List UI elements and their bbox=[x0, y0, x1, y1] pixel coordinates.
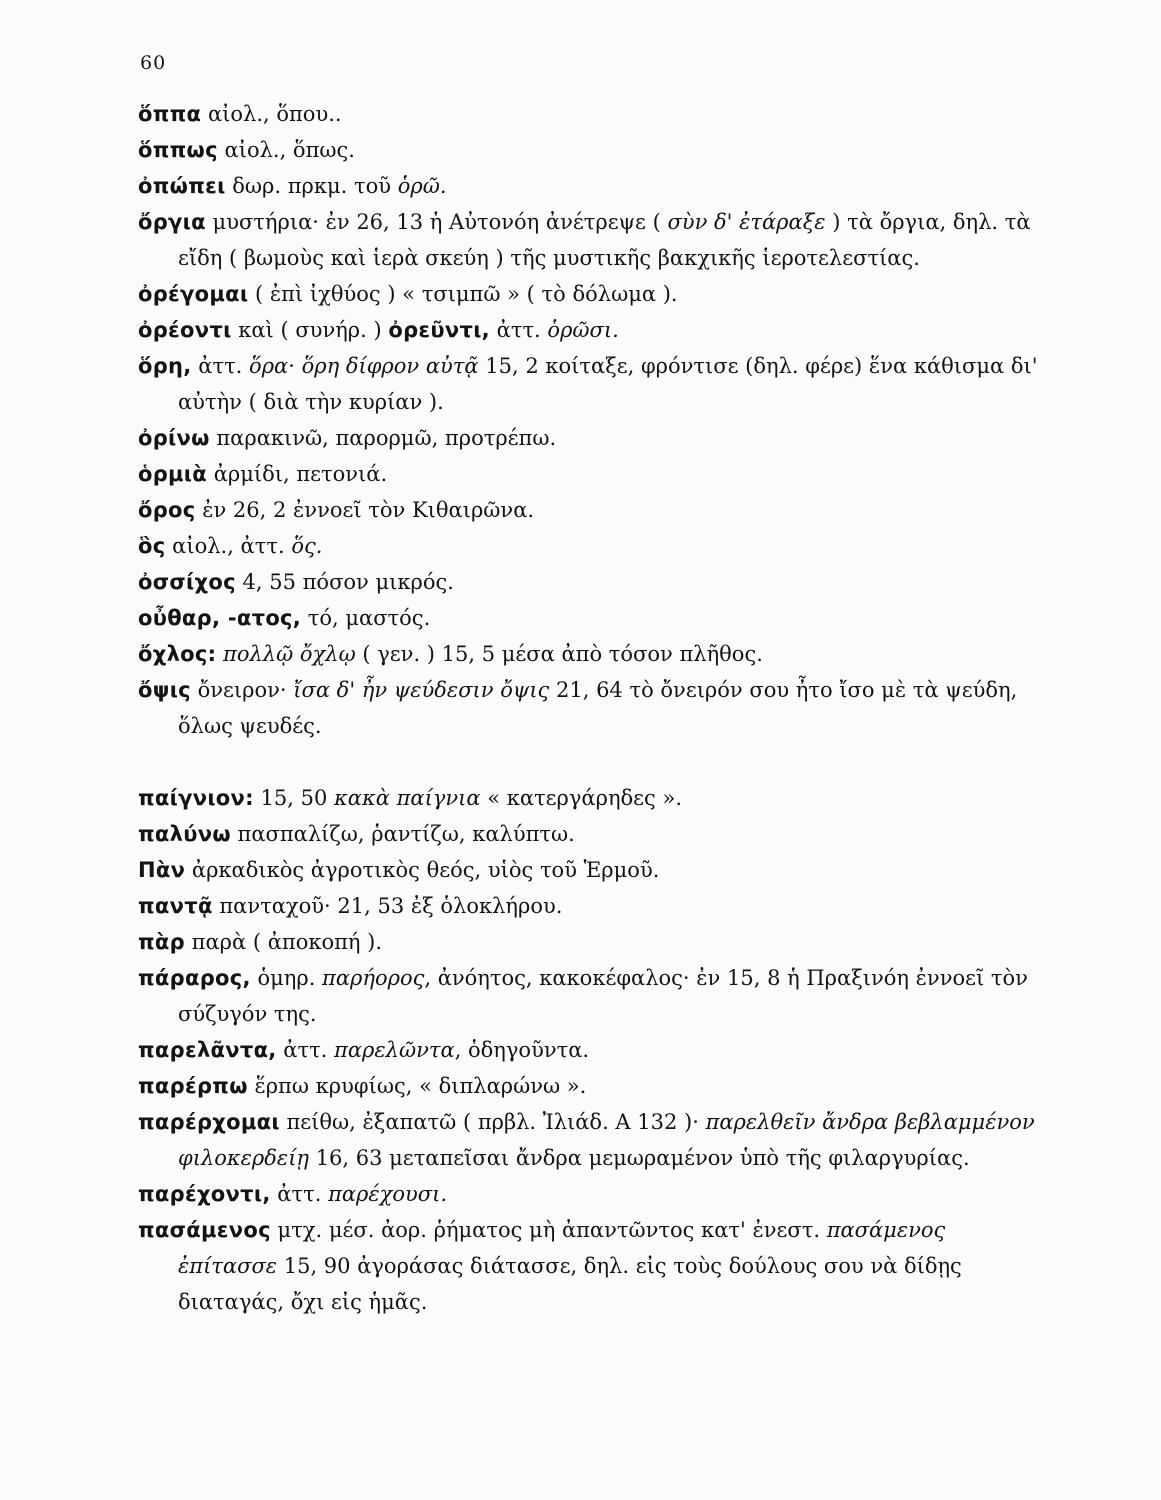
entry-definition: 15, 50 bbox=[253, 786, 334, 810]
glossary-entry bbox=[138, 816, 1038, 852]
entry-definition: ἕρπω κρυφίως, « διπλαρώνω ». bbox=[247, 1074, 587, 1098]
entry-headword: παρέρχομαι bbox=[138, 1110, 280, 1134]
entry-quotation: ὁρῶ. bbox=[397, 174, 447, 198]
glossary-entry bbox=[138, 420, 1038, 456]
entry-quotation: πασάμενος ἐπίτασσε bbox=[178, 1218, 946, 1278]
entry-headword: πάραρος, bbox=[138, 966, 251, 990]
entry-definition: 15, 2 κοίταξε, φρόντισε (δηλ. φέρε) ἕνα κάθισμα δι' αὐτὴν ( διὰ τὴν κυρίαν ). bbox=[178, 354, 1038, 414]
entry-quotation: παρελθεῖν ἄνδρα βεβλαμμένον φιλοκερδείῃ bbox=[178, 1110, 1035, 1170]
glossary-entry bbox=[138, 1068, 1038, 1104]
entry-definition: μτχ. μέσ. ἀορ. ῥήματος μὴ ἀπαντῶντος κατ' ἐνεστ. bbox=[270, 1218, 827, 1242]
entry-headword: πασάμενος bbox=[138, 1218, 271, 1242]
entry-headword: παρέρπω bbox=[138, 1074, 248, 1098]
entry-quotation: ὅρα bbox=[249, 354, 289, 378]
entry-definition: 16, 63 μεταπεῖσαι ἄνδρα μεμωραμένον ὑπὸ τῆς φιλαργυρίας. bbox=[309, 1146, 970, 1170]
entry-definition: τό, μαστός. bbox=[301, 606, 431, 630]
entry-definition: ὄνειρον· bbox=[190, 678, 294, 702]
entry-definition: αἰολ., ἀττ. bbox=[165, 534, 292, 558]
entry-definition: αἰολ., ὅπου.. bbox=[201, 102, 342, 126]
entry-definition: ἀττ. bbox=[276, 1038, 335, 1062]
glossary-entry bbox=[138, 1176, 1038, 1212]
entry-headword: παλύνω bbox=[138, 822, 231, 846]
entry-headword: παντᾷ bbox=[138, 894, 213, 918]
entry-headword: ὄψις bbox=[138, 678, 191, 702]
entry-headword: πὰρ bbox=[138, 930, 185, 954]
entry-definition: πασπαλίζω, ῥαντίζω, καλύπτω. bbox=[230, 822, 575, 846]
glossary-entry bbox=[138, 132, 1038, 168]
glossary-entry bbox=[138, 312, 1038, 348]
entry-definition: αἰολ., ὅπως. bbox=[217, 138, 355, 162]
entry-quotation: ὁρῶσι. bbox=[547, 318, 619, 342]
glossary-entry bbox=[138, 96, 1038, 132]
entry-headword: ὀπώπει bbox=[138, 174, 226, 198]
entry-definition: ) τὰ ὄργια, δηλ. τὰ εἴδη ( βωμοὺς καὶ ἱερὰ σκεύη ) τῆς μυστικῆς βακχικῆς ἱεροτελεστίας. bbox=[178, 210, 1031, 270]
glossary-entry bbox=[138, 636, 1038, 672]
entry-headword: ὀρέγομαι bbox=[138, 282, 249, 306]
entry-definition: , ἀνόητος, κακοκέφαλος· ἐν 15, 8 ἡ Πραξινόη ἐννοεῖ τὸν σύζυγόν της. bbox=[178, 966, 1028, 1026]
glossary-entry bbox=[138, 1032, 1038, 1068]
glossary-entry bbox=[138, 600, 1038, 636]
entry-headword: ὅππως bbox=[138, 138, 218, 162]
entry-headword: ὄργια bbox=[138, 210, 206, 234]
entry-definition: μυστήρια· ἐν 26, 13 ἡ Αὐτονόη ἀνέτρεψε ( bbox=[205, 210, 668, 234]
entry-headword: ὅρη, bbox=[138, 354, 192, 378]
glossary-entry bbox=[138, 1212, 1038, 1320]
entry-headword: ὄρος bbox=[138, 498, 196, 522]
entry-quotation: παρέχουσι. bbox=[328, 1182, 448, 1206]
glossary-entry bbox=[138, 852, 1038, 888]
entry-headword: ὀσσίχος bbox=[138, 570, 236, 594]
entry-variant-headword: ὀρεῦντι, bbox=[388, 318, 490, 342]
entry-quotation: κακὰ παίγνια bbox=[334, 786, 481, 810]
glossary-entry bbox=[138, 888, 1038, 924]
entry-headword: ὅππα bbox=[138, 102, 202, 126]
entry-headword: παρελᾶντα, bbox=[138, 1038, 277, 1062]
entry-headword: ὁρμιὰ bbox=[138, 462, 208, 486]
entry-definition: ἀρκαδικὸς ἀγροτικὸς θεός, υἱὸς τοῦ Ἑρμοῦ. bbox=[185, 858, 660, 882]
entry-quotation: παρήορος bbox=[322, 966, 425, 990]
glossary-entry bbox=[138, 204, 1038, 276]
glossary-entry bbox=[138, 348, 1038, 420]
glossary-entry bbox=[138, 564, 1038, 600]
entry-headword: ὀρέοντι bbox=[138, 318, 232, 342]
entry-headword: ὄχλος: bbox=[138, 642, 217, 666]
entry-headword: παρέχοντι, bbox=[138, 1182, 271, 1206]
glossary-entry bbox=[138, 276, 1038, 312]
entry-definition: ἀττ. bbox=[191, 354, 250, 378]
glossary-entry bbox=[138, 780, 1038, 816]
entry-definition: « κατεργάρηδες ». bbox=[480, 786, 683, 810]
glossary-entry bbox=[138, 456, 1038, 492]
entry-definition: 15, 90 ἀγοράσας διάτασσε, δηλ. εἰς τοὺς δούλους σου νὰ δίδῃς διαταγάς, ὄχι εἰς ἡμᾶς. bbox=[178, 1254, 962, 1314]
entry-definition: ἀττ. bbox=[270, 1182, 329, 1206]
entry-definition: παρακινῶ, παρορμῶ, προτρέπω. bbox=[209, 426, 557, 450]
entry-definition: ἀρμίδι, πετονιά. bbox=[207, 462, 388, 486]
glossary-entry bbox=[138, 960, 1038, 1032]
entry-definition: καὶ ( συνήρ. ) bbox=[231, 318, 389, 342]
page-number: 60 bbox=[140, 52, 167, 74]
entry-headword: Πὰν bbox=[138, 858, 186, 882]
glossary-entry bbox=[138, 672, 1038, 744]
entry-quotation: παρελῶντα bbox=[334, 1038, 455, 1062]
entry-definition: · bbox=[288, 354, 302, 378]
entry-definition: ( γεν. ) 15, 5 μέσα ἀπὸ τόσον πλῆθος. bbox=[355, 642, 763, 666]
entry-quotation: ὅς. bbox=[291, 534, 323, 558]
entry-definition: 4, 55 πόσον μικρός. bbox=[235, 570, 454, 594]
glossary-entry bbox=[138, 492, 1038, 528]
entry-definition: ἀττ. bbox=[489, 318, 548, 342]
entry-definition: ( ἐπὶ ἰχθύος ) « τσιμπῶ » ( τὸ δόλωμα ). bbox=[248, 282, 678, 306]
entry-definition: , ὁδηγοῦντα. bbox=[454, 1038, 590, 1062]
entry-definition: πανταχοῦ· 21, 53 ἐξ ὁλοκλήρου. bbox=[212, 894, 563, 918]
glossary-entry bbox=[138, 168, 1038, 204]
entry-quotation: ἴσα δ' ἦν ψεύδεσιν ὄψις bbox=[293, 678, 550, 702]
entry-definition: ὁμηρ. bbox=[250, 966, 323, 990]
entry-headword: ὃς bbox=[138, 534, 166, 558]
entry-headword: ὀρίνω bbox=[138, 426, 210, 450]
glossary-entries bbox=[138, 96, 1038, 1320]
entry-quotation: σὺν δ' ἐτάραξε bbox=[667, 210, 826, 234]
glossary-entry bbox=[138, 528, 1038, 564]
entry-quotation: ὅρη δίφρον αὐτᾷ bbox=[301, 354, 479, 378]
entry-quotation: πολλῷ ὄχλῳ bbox=[223, 642, 356, 666]
entry-headword: παίγνιον: bbox=[138, 786, 254, 810]
glossary-entry bbox=[138, 924, 1038, 960]
glossary-entry bbox=[138, 1104, 1038, 1176]
entry-definition: παρὰ ( ἀποκοπή ). bbox=[184, 930, 383, 954]
entry-definition: 21, 64 τὸ ὄνειρόν σου ἦτο ἴσο μὲ τὰ ψεύδη, ὅλως ψευδές. bbox=[178, 678, 1018, 738]
entry-headword: οὖθαρ, -ατος, bbox=[138, 606, 302, 630]
entry-definition: πείθω, ἐξαπατῶ ( πρβλ. Ἰλιάδ. Α 132 )· bbox=[279, 1110, 706, 1134]
entry-definition: δωρ. πρκμ. τοῦ bbox=[225, 174, 398, 198]
entry-definition: ἐν 26, 2 ἐννοεῖ τὸν Κιθαιρῶνα. bbox=[195, 498, 535, 522]
